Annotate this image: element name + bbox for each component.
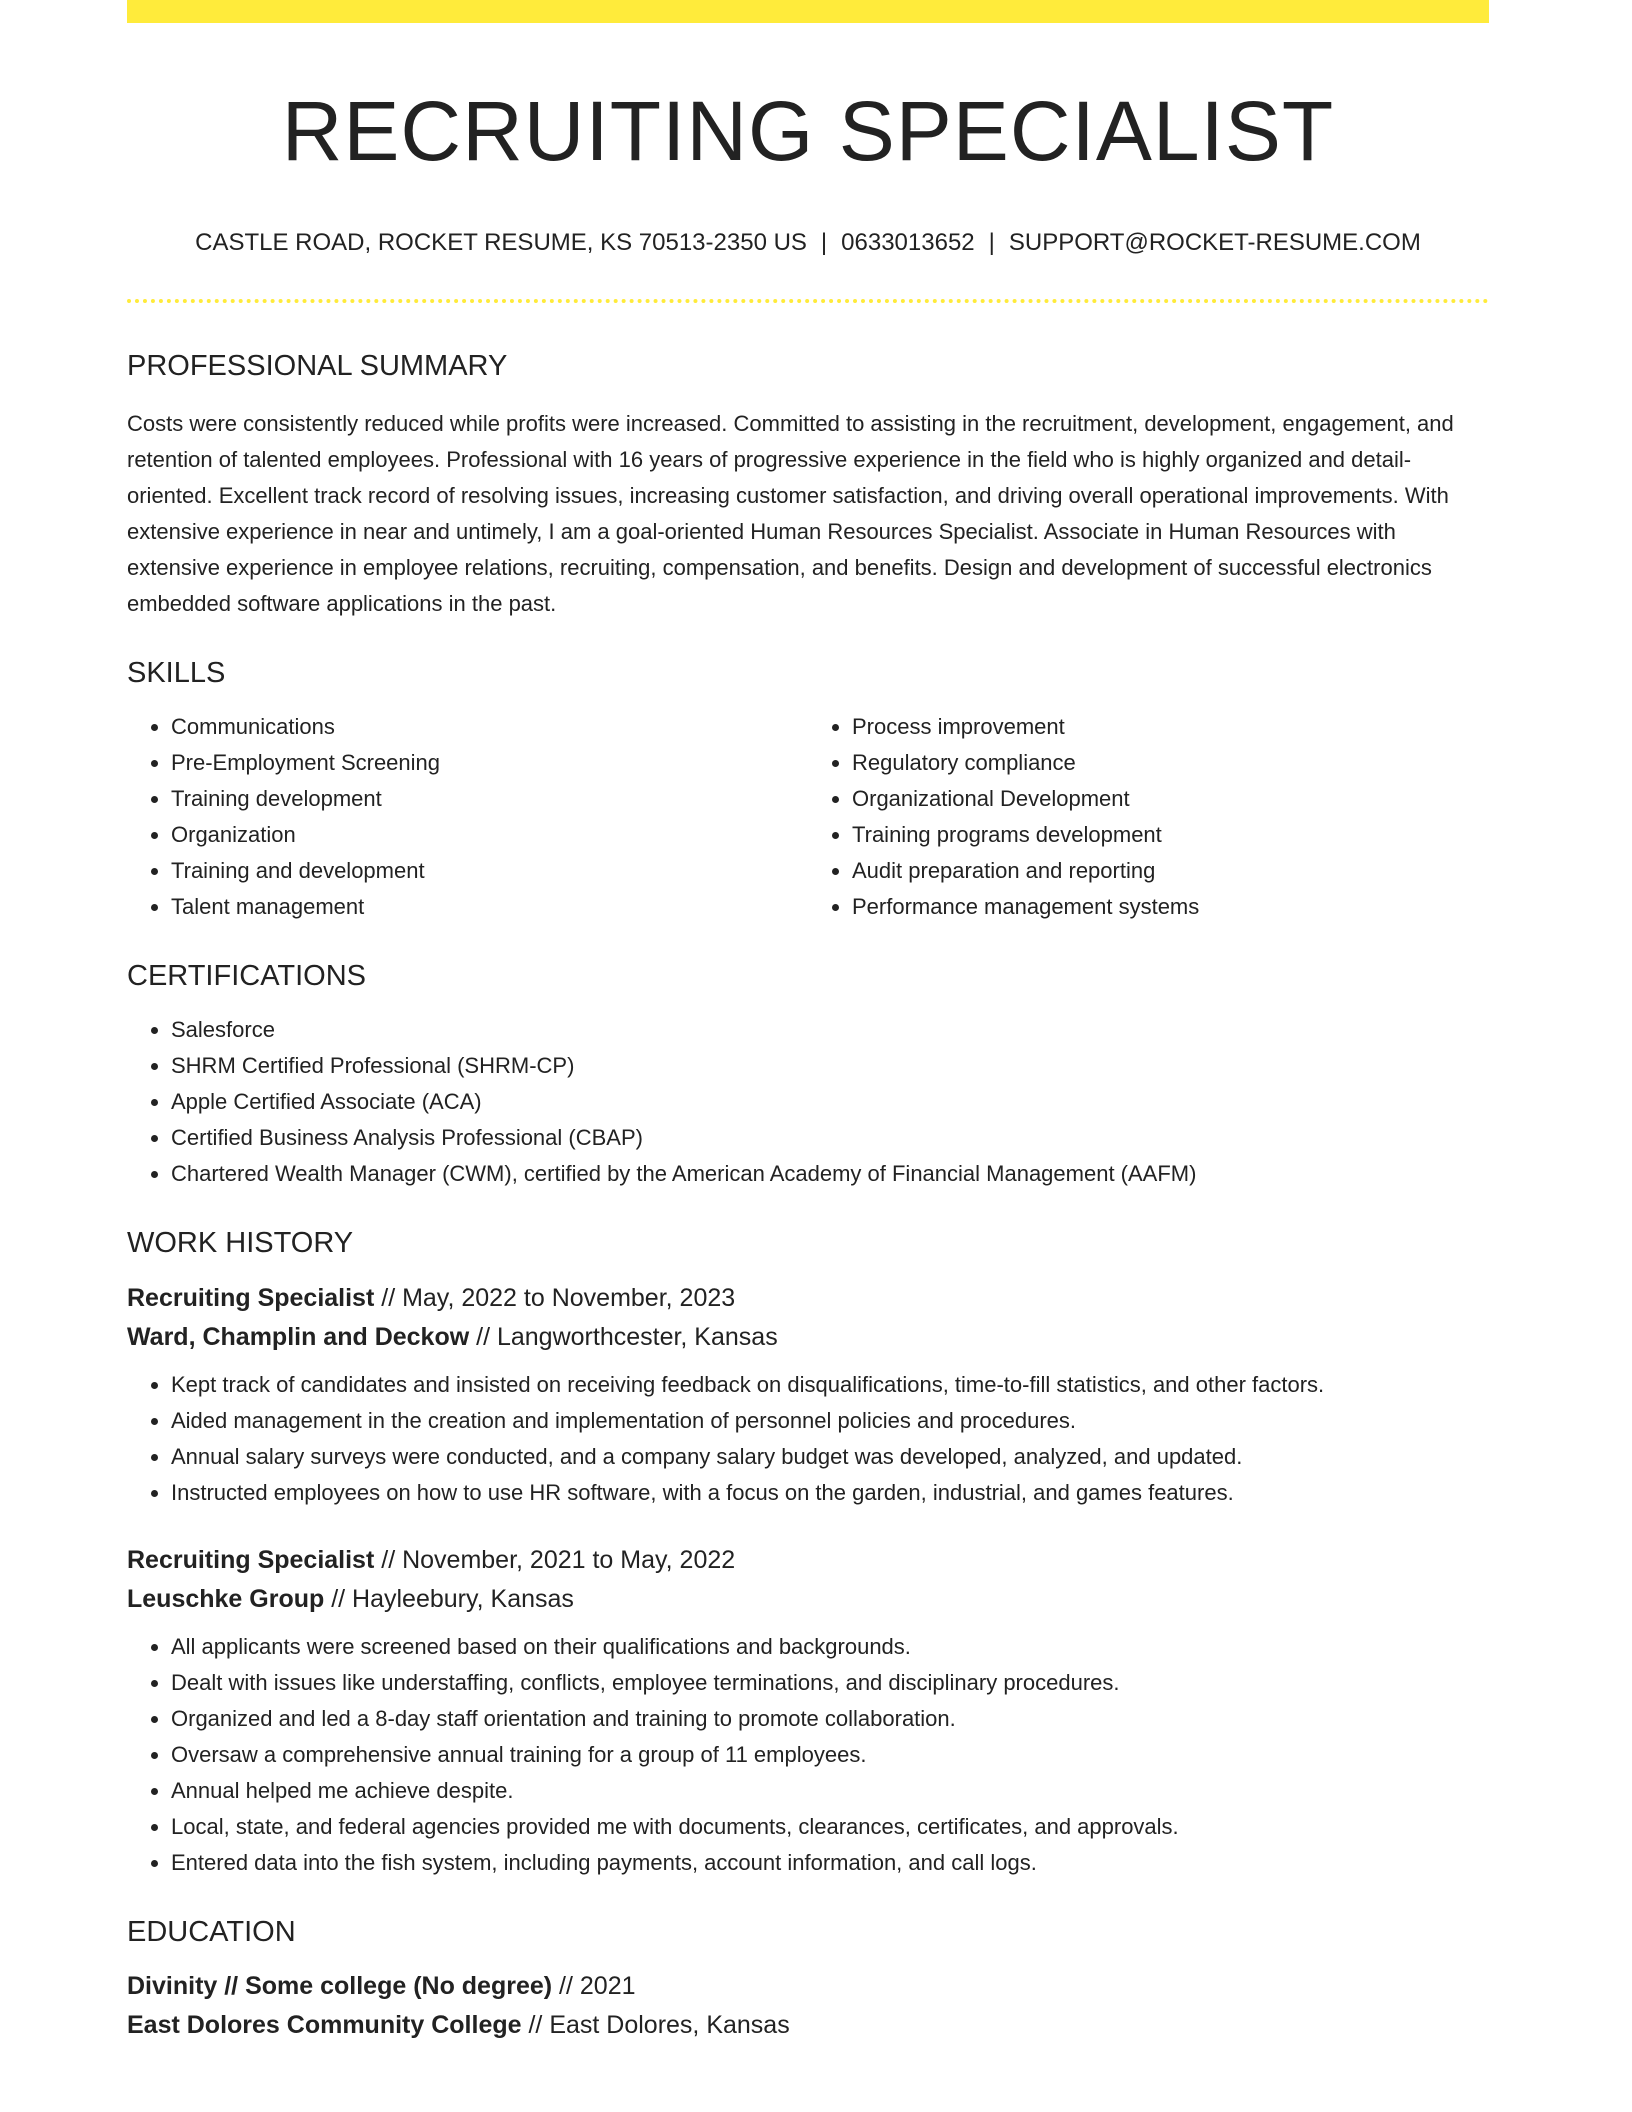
- list-item: • Entered data into the fish system, including payments, account information, and call logs.: [171, 1845, 1489, 1881]
- resume-title: RECRUITING SPECIALIST: [281, 84, 1335, 178]
- education-entry: [127, 1967, 1489, 2045]
- school-line: [127, 2006, 1489, 2045]
- list-item: • Salesforce: [171, 1012, 1489, 1048]
- school-location: // East Dolores, Kansas: [521, 2011, 790, 2040]
- list-item: • Kept track of candidates and insisted on receiving feedback on disqualifications, time-to-fill statistics, and other factors.: [171, 1367, 1489, 1403]
- list-item: • Training programs development: [852, 817, 1489, 853]
- phone: 0633013652: [841, 229, 975, 257]
- job-company: Ward, Champlin and Deckow: [127, 1322, 470, 1351]
- job-entry: [127, 1541, 1489, 1881]
- email: SUPPORT@ROCKET-RESUME.COM: [1008, 229, 1421, 257]
- degree-line: [127, 1967, 1489, 2006]
- list-item: • Talent management: [171, 889, 808, 925]
- job-location: // Hayleebury, Kansas: [324, 1584, 574, 1613]
- job-dates: // May, 2022 to November, 2023: [374, 1283, 736, 1312]
- separator: |: [988, 229, 995, 257]
- certifications-list: [127, 1012, 1489, 1192]
- list-item: • Performance management systems: [852, 889, 1489, 925]
- address: CASTLE ROAD, ROCKET RESUME, KS 70513-2350 US: [195, 229, 807, 257]
- list-item: • Organization: [171, 817, 808, 853]
- list-item: • Oversaw a comprehensive annual training for a group of 11 employees.: [171, 1737, 1489, 1773]
- list-item: • Certified Business Analysis Professional (CBAP): [171, 1120, 1489, 1156]
- accent-bar: [127, 0, 1489, 23]
- job-company-line: [127, 1580, 1489, 1619]
- certifications-heading: CERTIFICATIONS: [127, 959, 366, 992]
- job-role: Recruiting Specialist: [127, 1545, 375, 1574]
- job-role-line: [127, 1279, 1489, 1318]
- job-dates: // November, 2021 to May, 2022: [374, 1545, 736, 1574]
- list-item: • Instructed employees on how to use HR software, with a focus on the garden, industrial, and games features.: [171, 1475, 1489, 1511]
- list-item: • Chartered Wealth Manager (CWM), certified by the American Academy of Financial Management (AAFM): [171, 1156, 1489, 1192]
- job-company: Leuschke Group: [127, 1584, 325, 1613]
- list-item: • SHRM Certified Professional (SHRM-CP): [171, 1048, 1489, 1084]
- job-entry: [127, 1279, 1489, 1511]
- list-item: • Annual salary surveys were conducted, and a company salary budget was developed, analyzed, and updated.: [171, 1439, 1489, 1475]
- list-item: • Aided management in the creation and implementation of personnel policies and procedures.: [171, 1403, 1489, 1439]
- job-bullets: [127, 1629, 1489, 1881]
- summary-heading: PROFESSIONAL SUMMARY: [127, 350, 508, 383]
- education-year: // 2021: [552, 1972, 636, 2001]
- list-item: • Pre-Employment Screening: [171, 745, 808, 781]
- list-item: • Organizational Development: [852, 781, 1489, 817]
- list-item: • Dealt with issues like understaffing, conflicts, employee terminations, and disciplinary procedures.: [171, 1665, 1489, 1701]
- job-bullets: [127, 1367, 1489, 1511]
- list-item: • Apple Certified Associate (ACA): [171, 1084, 1489, 1120]
- list-item: • Audit preparation and reporting: [852, 853, 1489, 889]
- dotted-divider: [127, 299, 1489, 303]
- degree: Divinity // Some college (No degree): [127, 1972, 553, 2001]
- summary-text: Costs were consistently reduced while profits were increased. Committed to assisting in the recruitment, development, engagement, and retention of talented employees. Professional with 16 years of progressive experience in the field who is highly organized and detail-oriented. Excellent track record of resolving issues, increasing customer satisfaction, and driving overall operational improvements. With extensive experience in near and untimely, I am a goal-oriented Human Resources Specialist. Associate in Human Resources with extensive experience in employee relations, recruiting, compensation, and benefits. Design and development of successful electronics embedded software applications in the past.: [127, 411, 1454, 617]
- job-company-line: [127, 1318, 1489, 1357]
- skills-heading: SKILLS: [127, 657, 226, 690]
- work-history-heading: WORK HISTORY: [127, 1226, 354, 1259]
- list-item: • Process improvement: [852, 709, 1489, 745]
- list-item: • Organized and led a 8-day staff orientation and training to promote collaboration.: [171, 1701, 1489, 1737]
- job-role-line: [127, 1541, 1489, 1580]
- contact-line: [127, 229, 1489, 257]
- school: East Dolores Community College: [127, 2011, 522, 2040]
- resume-page: [127, 0, 1489, 2045]
- list-item: • Communications: [171, 709, 808, 745]
- skills-column-right: [808, 709, 1489, 925]
- separator: |: [820, 229, 828, 257]
- list-item: • Training development: [171, 781, 808, 817]
- list-item: • Annual helped me achieve despite.: [171, 1773, 1489, 1809]
- skills-list: [127, 709, 1489, 925]
- skills-column-left: [127, 709, 808, 925]
- list-item: • All applicants were screened based on their qualifications and backgrounds.: [171, 1629, 1489, 1665]
- list-item: • Local, state, and federal agencies provided me with documents, clearances, certificates, and approvals.: [171, 1809, 1489, 1845]
- list-item: • Regulatory compliance: [852, 745, 1489, 781]
- list-item: • Training and development: [171, 853, 808, 889]
- education-heading: EDUCATION: [127, 1915, 296, 1948]
- job-role: Recruiting Specialist: [127, 1283, 375, 1312]
- job-location: // Langworthcester, Kansas: [469, 1322, 778, 1351]
